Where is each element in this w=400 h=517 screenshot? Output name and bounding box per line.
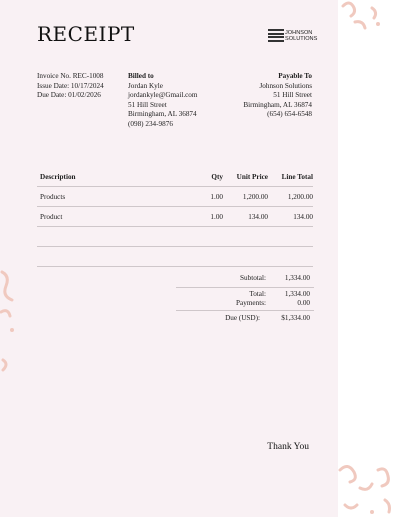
- line-items-table: [37, 168, 313, 267]
- company-logo: [268, 29, 317, 42]
- logo-text-line-1: JOHNSON: [285, 29, 313, 36]
- billed-to-name: Jordan Kyle: [128, 81, 163, 90]
- row-description: Product: [40, 212, 63, 221]
- total-value: 1,334.00: [284, 289, 310, 298]
- row-description: Products: [40, 192, 66, 201]
- due-row: [176, 313, 310, 323]
- row-line-total: 1,200.00: [287, 192, 313, 201]
- thank-you-text: Thank You: [267, 442, 309, 452]
- row-line-total: 134.00: [293, 212, 313, 221]
- table-row-empty: [37, 247, 313, 267]
- payable-to-name: Johnson Solutions: [259, 81, 312, 90]
- payments-label: Payments:: [236, 299, 266, 308]
- total-label: Total:: [249, 289, 266, 298]
- subtotal-value: 1,334.00: [284, 273, 310, 282]
- summary-divider: [176, 287, 314, 288]
- logo-bars-icon: [268, 29, 284, 42]
- billed-to-email: jordankyle@Gmail.com: [128, 91, 198, 100]
- subtotal-label: Subtotal:: [240, 273, 266, 282]
- payable-to-address-1: 51 Hill Street: [273, 91, 312, 100]
- payable-to-block: [243, 72, 312, 120]
- payable-to-address-2: Birmingham, AL 36874: [243, 100, 312, 109]
- total-row: [176, 289, 310, 299]
- due-date: Due Date: 01/02/2026: [37, 91, 101, 100]
- payments-row: [176, 299, 310, 309]
- billed-to-phone: (098) 234-9876: [128, 119, 173, 128]
- payable-to-phone: (654) 654-6548: [267, 110, 312, 119]
- invoice-number: Invoice No. REC-1008: [37, 72, 104, 80]
- due-value: $1,334.00: [281, 313, 310, 322]
- receipt-title: RECEIPT: [37, 22, 135, 46]
- table-header: [37, 168, 313, 187]
- row-qty: 1.00: [210, 212, 223, 221]
- subtotal-row: [176, 273, 310, 283]
- header-description: Description: [40, 173, 76, 181]
- issue-date: Issue Date: 10/17/2024: [37, 81, 104, 90]
- totals-block: [176, 289, 310, 308]
- billed-to-address-2: Birmingham, AL 36874: [128, 110, 197, 119]
- header-unit-price: Unit Price: [236, 173, 268, 181]
- summary-divider: [176, 310, 314, 311]
- due-label: Due (USD):: [225, 313, 260, 322]
- table-row: [37, 207, 313, 227]
- billed-to-block: [128, 72, 198, 130]
- billed-to-address-1: 51 Hill Street: [128, 100, 167, 109]
- payable-to-heading: Payable To: [278, 72, 312, 80]
- header-line-total: Line Total: [281, 173, 313, 181]
- billed-to-heading: Billed to: [128, 72, 154, 80]
- row-unit-price: 1,200.00: [242, 192, 268, 201]
- row-unit-price: 134.00: [248, 212, 268, 221]
- header-qty: Qty: [211, 173, 223, 181]
- table-row: [37, 187, 313, 207]
- invoice-meta: [37, 72, 104, 101]
- logo-text-line-2: SOLUTIONS: [285, 35, 318, 42]
- payments-value: 0.00: [297, 299, 310, 308]
- table-row-empty: [37, 227, 313, 247]
- row-qty: 1.00: [210, 192, 223, 201]
